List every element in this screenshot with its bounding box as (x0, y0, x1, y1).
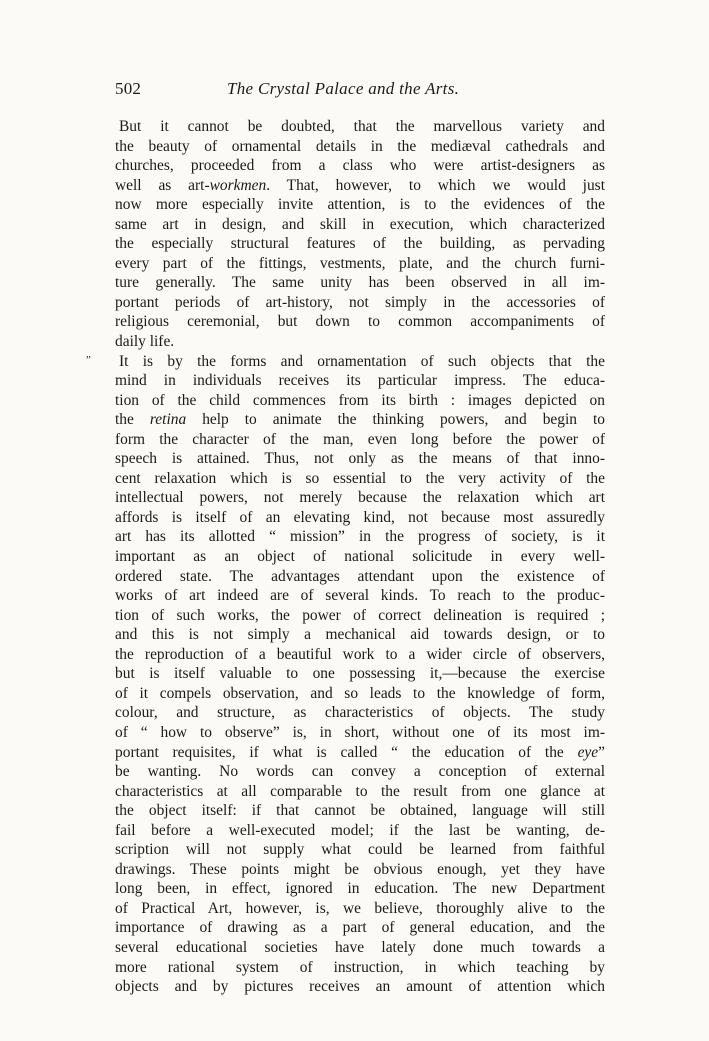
running-header (115, 79, 605, 101)
text-line: more rational system of instruction, in which teaching by (115, 958, 605, 976)
text-line: long been, in effect, ignored in education. The new Department (115, 880, 605, 898)
page-number: 502 (115, 79, 142, 98)
text-line: form the character of the man, even long before the power of (115, 430, 605, 448)
text-line: colour, and structure, as characteristics of objects. The study (115, 704, 605, 722)
text-line: drawings. These points might be obvious enough, yet they have (115, 860, 605, 878)
text-run: . That, however, to which we would just (266, 176, 605, 194)
text-line: same art in design, and skill in execution, which characterized (115, 215, 605, 233)
text-line: portant periods of art-history, not simply in the accessories of (115, 293, 605, 311)
text-line: but is itself valuable to one possessing it,—because the exercise (115, 665, 605, 683)
text-line: characteristics at all comparable to the result from one glance at (115, 782, 605, 800)
text-line: mind in individuals receives its particular impress. The educa- (115, 372, 605, 390)
text-line: churches, proceeded from a class who were artist-designers as (115, 157, 605, 175)
italic-run: workmen (209, 176, 267, 194)
text-line: ture generally. The same unity has been observed in all im- (115, 274, 605, 292)
text-line (115, 176, 605, 196)
text-line: importance of drawing as a part of general education, and the (115, 919, 605, 937)
text-line: the object itself: if that cannot be obtained, language will still (115, 802, 605, 820)
text-line: tion of the child commences from its birth : images depicted on (115, 391, 605, 409)
text-line: be wanting. No words can convey a conception of external (115, 763, 605, 781)
text-line: It is by the forms and ornamentation of such objects that the (119, 352, 605, 370)
running-title: The Crystal Palace and the Arts. (227, 79, 460, 98)
text-line: daily life. (115, 333, 175, 351)
text-line: But it cannot be doubted, that the marvellous variety and (119, 118, 605, 135)
text-line: important as an object of national solicitude in every well- (115, 548, 605, 566)
text-line: fail before a well-executed model; if the last be wanting, de- (115, 821, 605, 839)
text-line: objects and by pictures receives an amount of attention which (115, 978, 605, 996)
text-line: works of art indeed are of several kinds. To reach to the produc- (115, 587, 605, 605)
text-line: intellectual powers, not merely because the relaxation which art (115, 489, 605, 507)
text-line: the beauty of ornamental details in the mediæval cathedrals and (115, 137, 605, 155)
text-line: tion of such works, the power of correct delineation is required ; (115, 606, 605, 624)
text-line: of it compels observation, and so leads to the knowledge of form, (115, 684, 605, 702)
paragraph (115, 117, 605, 352)
text-line: scription will not supply what could be learned from faithful (115, 841, 605, 859)
text-run: well as art- (115, 176, 210, 194)
text-line: every part of the fittings, vestments, plate, and the church furni- (115, 254, 605, 272)
text-line: art has its allotted “ mission” in the progress of society, is it (115, 528, 605, 546)
text-line: speech is attained. Thus, not only as the means of that inno- (115, 450, 605, 468)
text-run: ” (598, 743, 605, 761)
text-line: of “ how to observe” is, in short, without one of its most im- (115, 723, 605, 741)
italic-run: eye (577, 743, 599, 761)
text-line: affords is itself of an elevating kind, not because most assuredly (115, 508, 605, 526)
italic-run: retina (149, 411, 187, 429)
text-line: ordered state. The advantages attendant upon the existence of (115, 567, 605, 585)
text-line: religious ceremonial, but down to common accompaniments of (115, 313, 605, 331)
text-line: several educational societies have lately done much towards a (115, 938, 605, 956)
body-text (115, 117, 605, 997)
text-line: the especially structural features of the building, as pervading (115, 235, 605, 253)
text-run: portant requisites, if what is called “ the education of the (115, 743, 578, 761)
margin-mark: „ (86, 348, 91, 360)
paragraph (115, 352, 605, 997)
text-line (115, 743, 605, 763)
text-line: cent relaxation which is so essential to the very activity of the (115, 469, 605, 487)
text-line: now more especially invite attention, is to the evidences of the (115, 196, 605, 214)
text-run: help to animate the thinking powers, and begin to (186, 411, 605, 429)
text-line: and this is not simply a mechanical aid towards design, or to (115, 626, 605, 644)
text-line: of Practical Art, however, is, we believe, thoroughly alive to the (115, 899, 605, 917)
text-line: the reproduction of a beautiful work to a wider circle of observers, (115, 645, 605, 663)
text-run: the (115, 411, 150, 429)
text-line (115, 410, 605, 430)
